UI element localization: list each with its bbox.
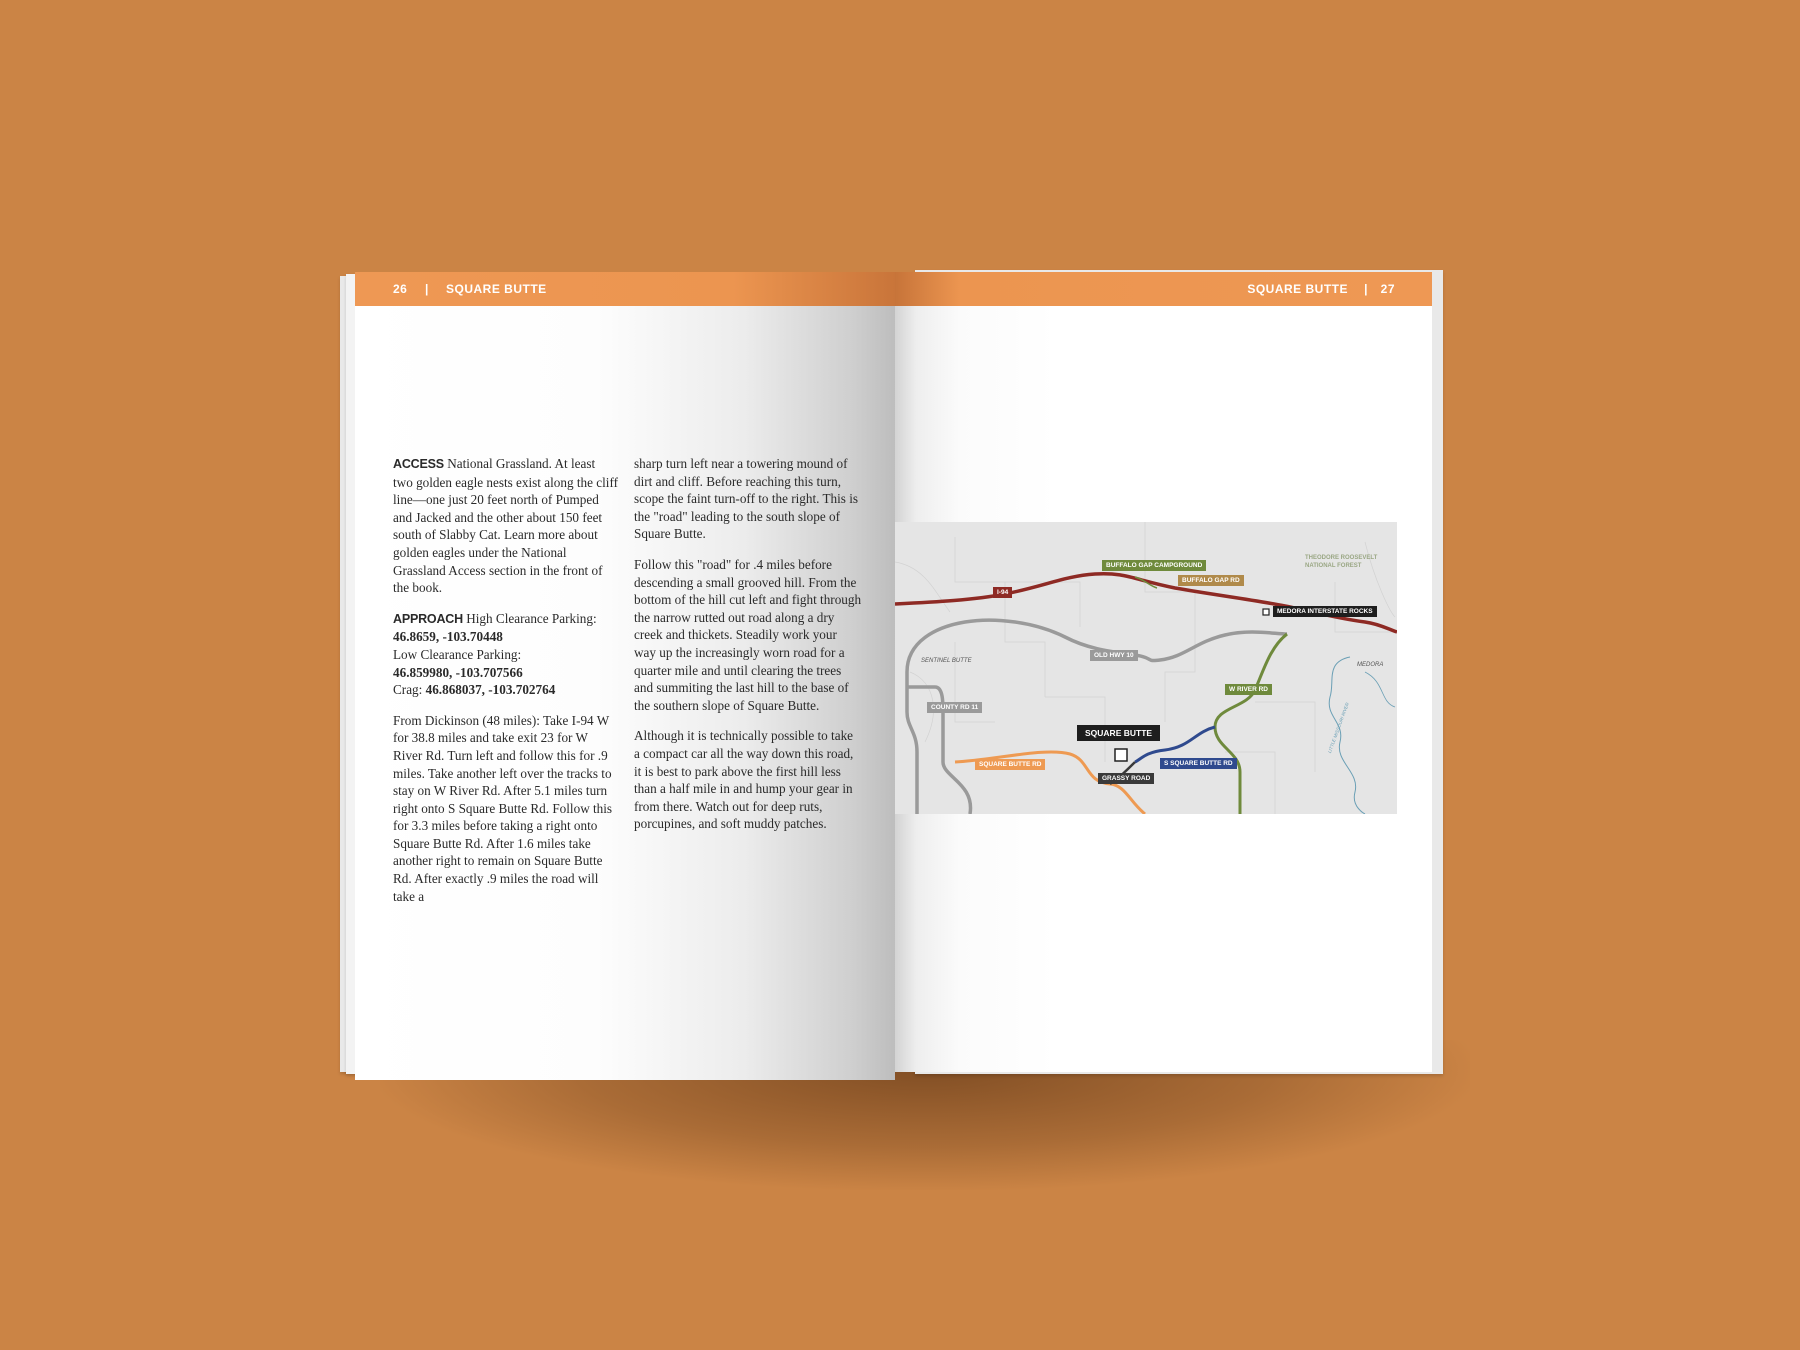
map-label-grassy-road: GRASSY ROAD: [1098, 773, 1154, 784]
crag-coords: 46.868037, -103.702764: [425, 682, 556, 698]
page-number: 26: [393, 282, 408, 296]
map-label-buffalo-gap-campground: BUFFALO GAP CAMPGROUND: [1102, 560, 1206, 571]
header-separator: |: [1364, 282, 1368, 296]
access-paragraph: [393, 455, 618, 597]
map-label-w-river-rd: W RIVER RD: [1225, 684, 1272, 695]
map-label-county-rd-11: COUNTY RD 11: [927, 702, 982, 713]
page-number: 27: [1380, 282, 1395, 296]
high-clearance-coords: 46.8659, -103.70448: [393, 629, 503, 645]
map-label-s-square-butte-rd: S SQUARE BUTTE RD: [1160, 758, 1237, 769]
header-separator: |: [425, 282, 429, 296]
medora-rocks-marker: [1263, 609, 1269, 615]
map-label-i94: I-94: [993, 587, 1012, 598]
running-header: [355, 272, 895, 306]
map-label-theodore-roosevelt-nf: THEODORE ROOSEVELT NATIONAL FOREST: [1305, 555, 1378, 569]
map-label-square-butte-rd: SQUARE BUTTE RD: [975, 759, 1045, 770]
section-title: SQUARE BUTTE: [446, 282, 547, 296]
low-clearance-label: Low Clearance Parking:: [393, 646, 522, 662]
directions-paragraph: From Dickinson (48 miles): Take I-94 W for 38.8 miles and take exit 23 for W River Rd. Turn left and follow this for .9 miles. Take another left over the tracks to stay on W River Rd. After 5.1 miles turn right onto S Square Butte Rd. Follow this for 3.3 miles before taking a right onto Square Butte Rd. After 1.6 miles take another right to remain on Square Butte Rd. After exactly .9 miles the road will take a: [393, 712, 613, 904]
access-text: National Grassland. At least two golden eagle nests exist along the cliff line—one just 20 feet north of Pumped and Jacked and the other about 150 feet south of Slabby Cat. Learn more about golden eagles under the National Grassland Access section in the front of the book.: [393, 456, 618, 596]
map-label-square-butte: SQUARE BUTTE: [1077, 725, 1160, 741]
map-label-sentinel-butte: SENTINEL BUTTE: [921, 658, 972, 664]
approach-map: [895, 522, 1397, 814]
approach-label: APPROACH: [393, 611, 463, 626]
crag-label: Crag:: [393, 682, 423, 698]
approach-paragraph: [393, 610, 618, 699]
w-river-rd-road: [1215, 634, 1287, 814]
text-column-2: [634, 455, 862, 846]
section-title: SQUARE BUTTE: [1247, 282, 1348, 296]
text-column-1: [393, 455, 618, 918]
running-header: [895, 272, 1432, 306]
map-label-buffalo-gap-rd: BUFFALO GAP RD: [1178, 575, 1244, 586]
high-clearance-label: High Clearance Parking:: [466, 610, 597, 626]
left-page: [355, 272, 895, 1080]
col2-paragraph-1: sharp turn left near a towering mound of dirt and cliff. Before reaching this turn, scope the faint turn-off to the right. This is the "road" leading to the south slope of Square Butte.: [634, 456, 859, 542]
crag-marker: [1115, 749, 1127, 761]
map-label-medora: MEDORA: [1357, 662, 1384, 668]
low-clearance-coords: 46.859980, -103.707566: [393, 664, 523, 680]
right-page: [895, 272, 1432, 1072]
col2-paragraph-3: Although it is technically possible to take a compact car all the way down this road, it is best to park above the first hill less than a half mile in and hump your gear in from there. Watch out for deep ruts, porcupines, and soft muddy patches.: [634, 728, 854, 832]
map-label-medora-interstate-rocks: MEDORA INTERSTATE ROCKS: [1273, 606, 1377, 617]
access-label: ACCESS: [393, 457, 444, 471]
col2-paragraph-2: Follow this "road" for .4 miles before descending a small grooved hill. From the bottom of the hill cut left and fight through the narrow rutted out road along a dry creek and thickets. Steadily work your way up the increasingly worn road for a quarter mile and until clearing the trees and summiting the last hill to the base of the southern slope of Square Butte.: [634, 556, 862, 713]
map-label-old-hwy-10: OLD HWY 10: [1090, 650, 1138, 661]
map-label-little-missouri-river: LITTLE MISSOURI RIVER: [1327, 701, 1350, 754]
